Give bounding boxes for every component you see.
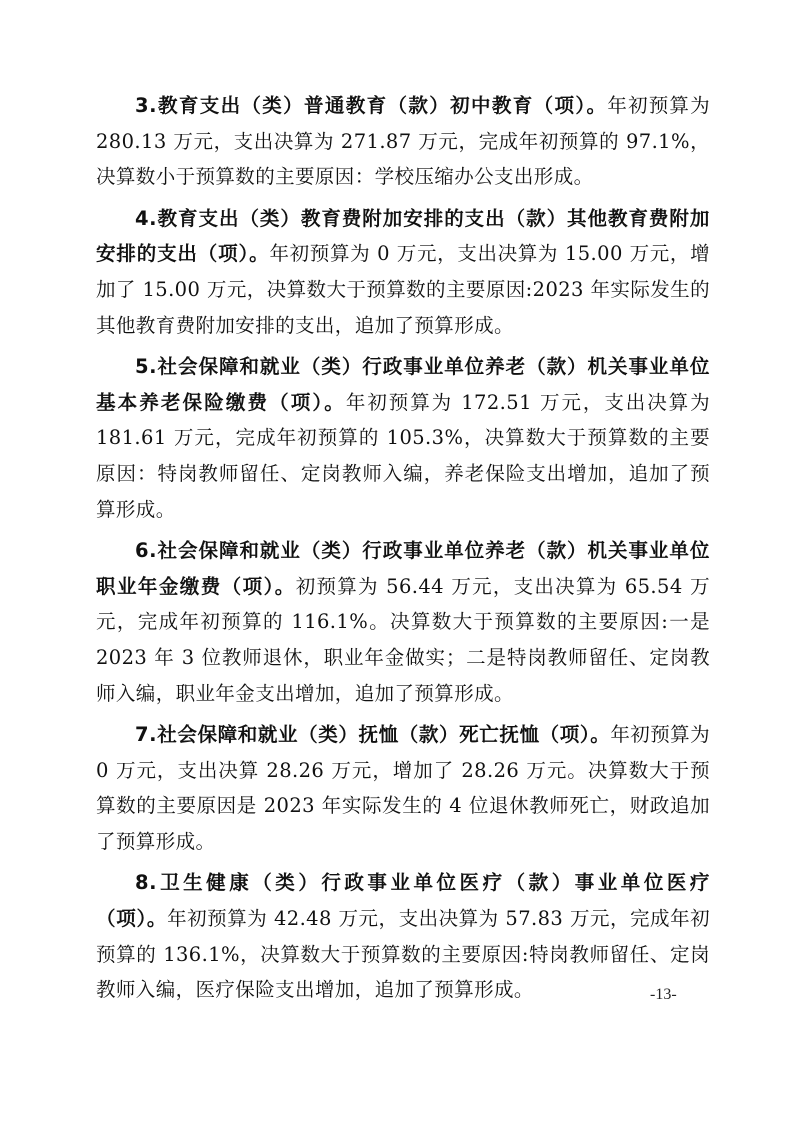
paragraph-body: 年初预算为 42.48 万元，支出决算为 57.83 万元，完成年初预算的 136.1%，决算数大于预算数的主要原因:特岗教师留任、定岗教师入编，医疗保险支出增加，追加了预算形成。	[96, 907, 710, 1002]
paragraph-item-5	[96, 349, 710, 527]
paragraph-heading: 4.教育支出（类）教育费附加安排的支出（款）其他教育费附加安排的支出（项）。	[96, 206, 710, 266]
paragraph-item-3	[96, 88, 710, 195]
paragraph-heading: 7.社会保障和就业（类）抚恤（款）死亡抚恤（项）。	[135, 723, 611, 747]
paragraph-body: 年初预算为 0 万元，支出决算 28.26 万元，增加了 28.26 万元。决算数大于预算数的主要原因是 2023 年实际发生的 4 位退休教师死亡，财政追加了预算形成。	[96, 723, 710, 853]
page-number: -13-	[650, 986, 677, 1003]
paragraph-item-4	[96, 201, 710, 343]
paragraph-item-8	[96, 865, 710, 1007]
paragraph-item-6	[96, 533, 710, 711]
paragraph-body: 年初预算为 172.51 万元，支出决算为 181.61 万元，完成年初预算的 105.3%，决算数大于预算数的主要原因：特岗教师留任、定岗教师入编，养老保险支出增加，追加了预算形成。	[96, 390, 710, 521]
paragraph-item-7	[96, 717, 710, 859]
paragraph-heading: 3.教育支出（类）普通教育（款）初中教育（项）。	[135, 94, 608, 117]
paragraph-heading: 5.社会保障和就业（类）行政事业单位养老（款）机关事业单位基本养老保险缴费（项）。	[96, 355, 710, 414]
paragraph-heading: 8.卫生健康（类）行政事业单位医疗（款）事业单位医疗（项）。	[96, 871, 710, 931]
paragraph-body: 年初预算为 0 万元，支出决算为 15.00 万元，增加了 15.00 万元，决算数大于预算数的主要原因:2023 年实际发生的其他教育费附加安排的支出，追加了预算形成。	[96, 242, 710, 337]
paragraph-heading: 6.社会保障和就业（类）行政事业单位养老（款）机关事业单位职业年金缴费（项）。	[96, 539, 710, 598]
paragraph-body: 年初预算为 280.13 万元，支出决算为 271.87 万元，完成年初预算的 97.1%，决算数小于预算数的主要原因：学校压缩办公支出形成。	[96, 94, 710, 189]
document-body	[96, 88, 710, 1014]
paragraph-body: 初预算为 56.44 万元，支出决算为 65.54 万元，完成年初预算的 116.1%。决算数大于预算数的主要原因:一是 2023 年 3 位教师退休，职业年金做实；二是特岗教师留任、定岗教师入编，职业年金支出增加，追加了预算形成。	[96, 574, 710, 705]
